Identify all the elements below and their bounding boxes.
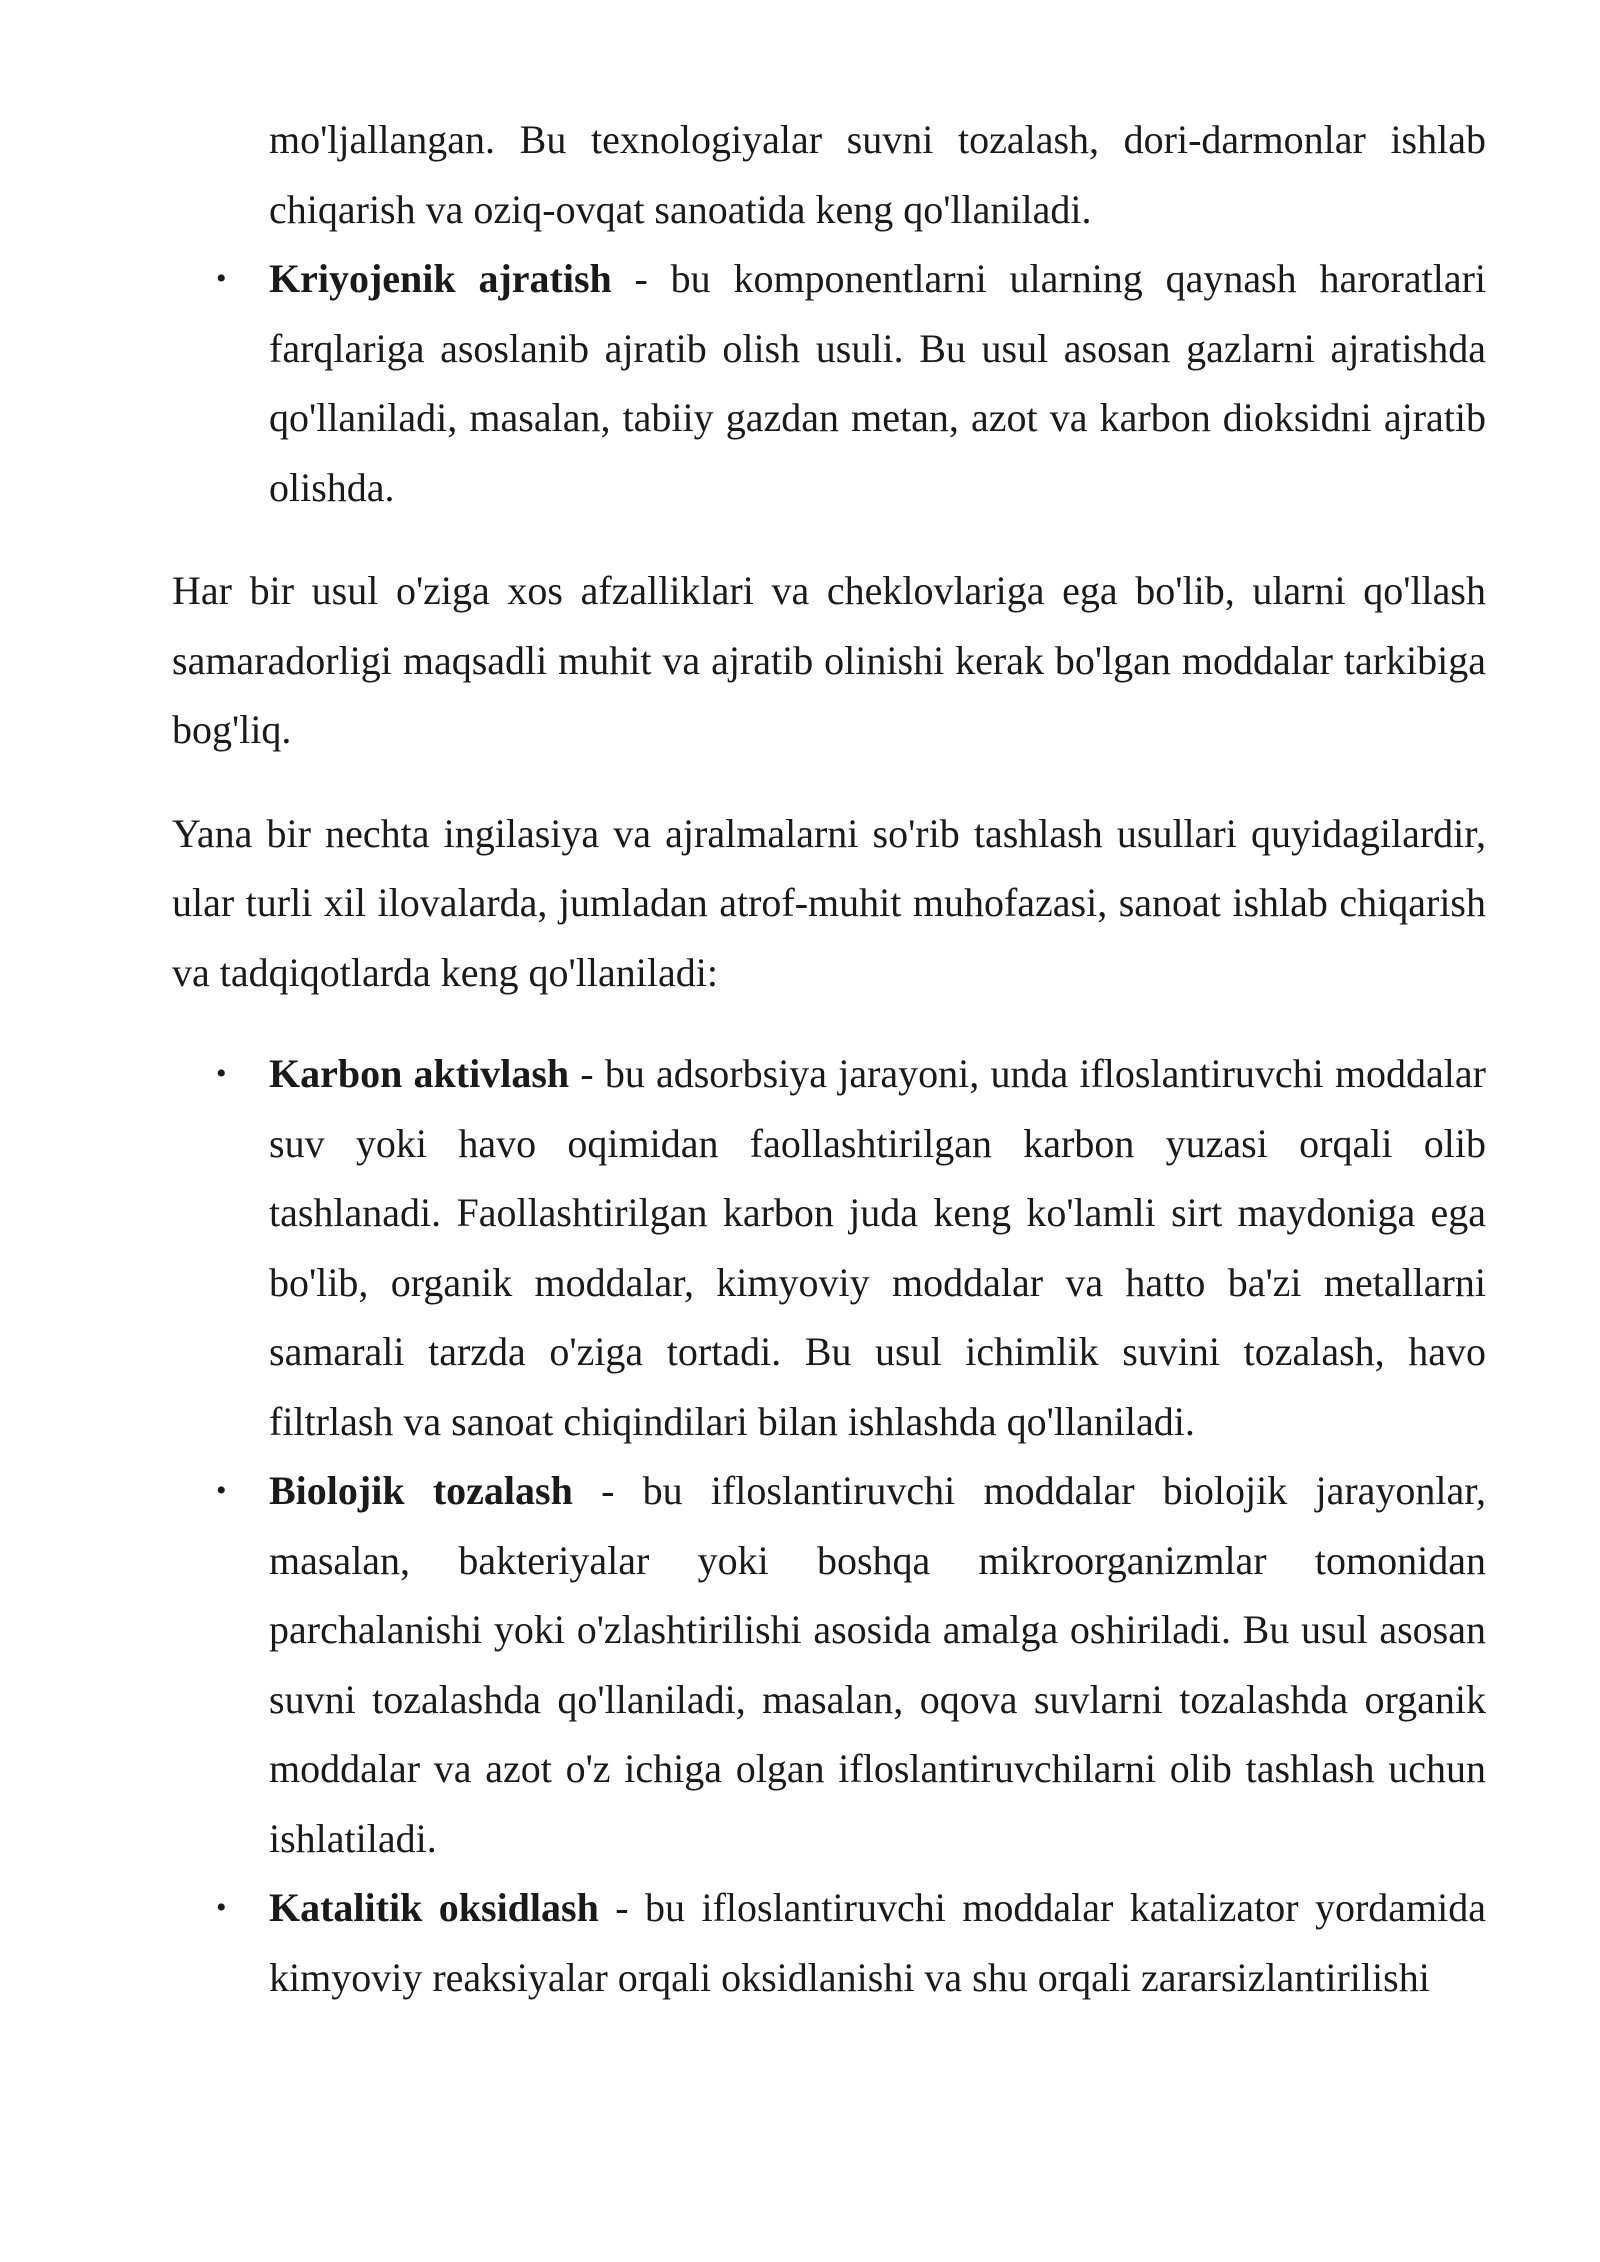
term-separator: - [598, 1885, 646, 1930]
term-separator: - [572, 1468, 643, 1513]
list-item-kriyojenik-ajratish [269, 244, 1486, 522]
term-separator: - [611, 256, 671, 301]
paragraph-intro: Yana bir nechta ingilasiya va ajralmalarni so'rib tashlash usullari quyidagilardir, ular turli xil ilovalarda, jumladan atrof-muhit muhofazasi, sanoat ishlab chiqarish va tadqiqotlarda keng qo'llaniladi: [172, 810, 1486, 995]
list-item-term: Kriyojenik ajratish [269, 256, 612, 301]
list-item-term: Karbon aktivlash [269, 1051, 570, 1096]
list-item-term: Biolojik tozalash [269, 1468, 573, 1513]
list-item-text: mo'ljallangan. Bu texnologiyalar suvni tozalash, dori-darmonlar ishlab chiqarish va oziq-ovqat sanoatida keng qo'llaniladi. [269, 117, 1486, 232]
list-item-text: bu ifloslantiruvchi moddalar biolojik jarayonlar, masalan, bakteriyalar yoki boshqa mikroorganizmlar tomonidan parchalanishi yoki o'zlashtirilishi asosida amalga oshiriladi. Bu usul asosan suvni tozalashda qo'llaniladi, masalan, oqova suvlarni tozalashda organik moddalar va azot o'z ichiga olgan ifloslantiruvchilarni olib tashlash uchun ishlatiladi. [269, 1468, 1486, 1861]
term-separator: - [569, 1051, 605, 1096]
list-item-text: bu komponentlarni ularning qaynash haroratlari farqlariga asoslanib ajratib olish usuli. Bu usul asosan gazlarni ajratishda qo'llaniladi, masalan, tabiiy gazdan metan, azot va karbon dioksidni ajratib olishda. [269, 256, 1486, 510]
list-item-continuation [269, 105, 1486, 244]
list-item-biolojik-tozalash [269, 1456, 1486, 1873]
document-page [172, 105, 1486, 2012]
paragraph-summary: Har bir usul o'ziga xos afzalliklari va cheklovlariga ega bo'lib, ularni qo'llash samaradorligi maqsadli muhit va ajratib olinishi kerak bo'lgan moddalar tarkibiga bog'liq. [172, 568, 1486, 752]
list-item-text: bu ifloslantiruvchi moddalar katalizator yordamida kimyoviy reaksiyalar orqali oksidlanishi va shu orqali zararsizlantirilishi [269, 1885, 1487, 2000]
bullet-list-bottom [172, 1039, 1486, 2012]
list-item-karbon-aktivlash [269, 1039, 1486, 1456]
list-item-text: bu adsorbsiya jarayoni, unda ifloslantiruvchi moddalar suv yoki havo oqimidan faollashtirilgan karbon yuzasi orqali olib tashlanadi. Faollashtirilgan karbon juda keng ko'lamli sirt maydoniga ega bo'lib, organik moddalar, kimyoviy moddalar va hatto ba'zi metallarni samarali tarzda o'ziga tortadi. Bu usul ichimlik suvini tozalash, havo filtrlash va sanoat chiqindilari bilan ishlashda qo'llaniladi. [269, 1051, 1486, 1444]
list-item-katalitik-oksidlash [269, 1873, 1486, 2012]
bullet-list-top [172, 105, 1486, 522]
list-item-term: Katalitik oksidlash [269, 1885, 599, 1930]
